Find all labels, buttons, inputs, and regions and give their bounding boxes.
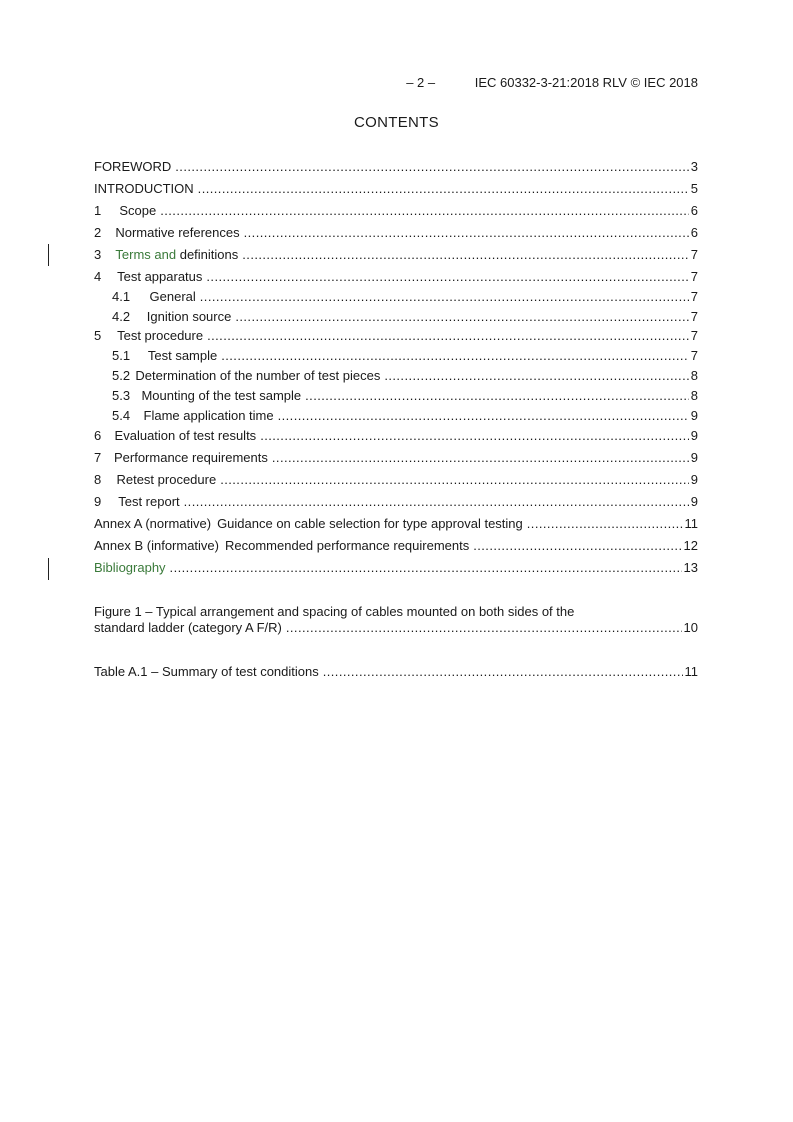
toc-entry-test-apparatus[interactable] xyxy=(94,267,698,286)
toc-number: 7 xyxy=(94,450,102,465)
toc-entry-scope[interactable] xyxy=(94,201,698,220)
page-header xyxy=(406,75,698,90)
figure-1-caption-line2: standard ladder (category A F/R) xyxy=(94,620,282,635)
toc-leader xyxy=(242,245,689,264)
toc-entry-general[interactable] xyxy=(94,287,698,306)
toc-label: Flame application time xyxy=(143,408,274,423)
toc-label: Performance requirements xyxy=(113,450,268,465)
toc-label: Test sample xyxy=(147,348,218,363)
toc-page: 3 xyxy=(690,159,698,174)
toc-entry-test-procedure[interactable] xyxy=(94,326,698,345)
toc-entry-performance-requirements[interactable] xyxy=(94,448,698,467)
toc-page: 7 xyxy=(690,289,698,304)
toc-page: 11 xyxy=(684,516,698,531)
toc-entry-terms-definitions[interactable] xyxy=(94,245,698,264)
toc-leader xyxy=(235,307,688,326)
toc-leader xyxy=(305,386,689,405)
toc-leader xyxy=(206,267,688,286)
change-bar-bibliography xyxy=(48,558,49,580)
toc-number: 8 xyxy=(94,472,102,487)
toc-entry-normative-references[interactable] xyxy=(94,223,698,242)
toc-leader xyxy=(200,287,689,306)
toc-number: 5.4 xyxy=(112,408,131,423)
toc-leader xyxy=(170,558,682,577)
toc-label: Mounting of the test sample xyxy=(141,388,302,403)
toc-leader xyxy=(244,223,689,242)
annex-id: Annex B (informative) xyxy=(94,538,219,553)
toc-number: 2 xyxy=(94,225,102,240)
toc-leader xyxy=(175,157,688,176)
toc-label: Evaluation of test results xyxy=(114,428,257,443)
toc-entry-number-of-test-pieces[interactable] xyxy=(94,366,698,385)
toc-leader xyxy=(160,201,689,220)
toc-label: Bibliography xyxy=(94,560,166,575)
toc-number: 3 xyxy=(94,247,102,262)
toc-label: Scope xyxy=(119,203,157,218)
change-bar-terms xyxy=(48,244,49,266)
page-title: CONTENTS xyxy=(354,114,439,131)
toc-label xyxy=(94,514,523,533)
toc-entry-mounting-test-sample[interactable] xyxy=(94,386,698,405)
toc-label: Normative references xyxy=(115,225,240,240)
annex-title: Guidance on cable selection for type approval testing xyxy=(217,516,523,531)
table-of-contents xyxy=(94,157,698,577)
toc-label xyxy=(94,536,469,555)
toc-leader xyxy=(198,179,689,198)
toc-label-text: definitions xyxy=(176,247,239,262)
toc-number: 4.2 xyxy=(112,309,131,324)
toc-label: FOREWORD xyxy=(94,159,172,174)
toc-page: 9 xyxy=(690,472,698,487)
document-id: IEC 60332-3-21:2018 RLV © IEC 2018 xyxy=(474,75,698,90)
toc-entry-foreword[interactable] xyxy=(94,157,698,176)
toc-entry-ignition-source[interactable] xyxy=(94,307,698,326)
page-number: – 2 – xyxy=(406,75,436,90)
toc-page: 9 xyxy=(690,408,698,423)
toc-label: Retest procedure xyxy=(116,472,217,487)
toc-leader xyxy=(278,406,689,425)
toc-label xyxy=(115,245,238,264)
toc-label: INTRODUCTION xyxy=(94,181,194,196)
toc-label: Test report xyxy=(118,494,180,509)
toc-page: 9 xyxy=(690,494,698,509)
toc-entry-evaluation[interactable] xyxy=(94,426,698,445)
toc-leader xyxy=(221,346,689,365)
toc-leader xyxy=(323,662,683,681)
toc-entry-flame-application-time[interactable] xyxy=(94,406,698,425)
toc-page: 9 xyxy=(690,450,698,465)
toc-page: 8 xyxy=(690,368,698,383)
toc-page: 5 xyxy=(690,181,698,196)
toc-number: 1 xyxy=(94,203,102,218)
toc-entry-table-a1[interactable] xyxy=(94,662,698,681)
annex-id: Annex A (normative) xyxy=(94,516,212,531)
toc-number: 5.3 xyxy=(112,388,131,403)
toc-label-changed-text: Terms and xyxy=(115,247,177,262)
toc-entry-introduction[interactable] xyxy=(94,179,698,198)
toc-leader xyxy=(384,366,688,385)
toc-label: Determination of the number of test pieces xyxy=(135,368,381,383)
toc-page: 11 xyxy=(684,664,698,679)
toc-entry-figure-1[interactable] xyxy=(94,620,698,636)
toc-page: 10 xyxy=(683,620,698,635)
annex-title: Recommended performance requirements xyxy=(225,538,470,553)
toc-entry-retest-procedure[interactable] xyxy=(94,470,698,489)
toc-leader xyxy=(527,514,683,533)
toc-page: 7 xyxy=(690,348,698,363)
toc-leader xyxy=(473,536,681,555)
toc-label: Ignition source xyxy=(146,309,232,324)
toc-entry-annex-b[interactable] xyxy=(94,536,698,555)
toc-number: 5.1 xyxy=(112,348,131,363)
toc-number: 4 xyxy=(94,269,102,284)
toc-leader xyxy=(260,426,689,445)
toc-page: 12 xyxy=(683,538,698,553)
toc-label: General xyxy=(149,289,196,304)
toc-number: 4.1 xyxy=(112,289,131,304)
toc-page: 7 xyxy=(690,309,698,324)
toc-page: 6 xyxy=(690,225,698,240)
toc-number: 5.2 xyxy=(112,368,131,383)
toc-page: 9 xyxy=(690,428,698,443)
toc-entry-test-sample[interactable] xyxy=(94,346,698,365)
toc-entry-annex-a[interactable] xyxy=(94,514,698,533)
toc-page: 8 xyxy=(690,388,698,403)
toc-entry-test-report[interactable] xyxy=(94,492,698,511)
toc-entry-bibliography[interactable] xyxy=(94,558,698,577)
figure-1-caption-line1: Figure 1 – Typical arrangement and spacing of cables mounted on both sides of the xyxy=(94,604,575,619)
toc-leader xyxy=(272,448,689,467)
toc-page: 7 xyxy=(690,247,698,262)
toc-leader xyxy=(207,326,689,345)
toc-page: 6 xyxy=(690,203,698,218)
table-a1-caption: Table A.1 – Summary of test conditions xyxy=(94,664,319,679)
toc-number: 5 xyxy=(94,328,102,343)
toc-leader xyxy=(286,620,682,636)
toc-page: 7 xyxy=(690,269,698,284)
toc-number: 9 xyxy=(94,494,102,509)
list-of-figures xyxy=(94,604,698,636)
toc-label: Test apparatus xyxy=(117,269,203,284)
toc-page: 7 xyxy=(690,328,698,343)
list-of-tables xyxy=(94,662,698,681)
toc-label: Test procedure xyxy=(117,328,204,343)
toc-number: 6 xyxy=(94,428,102,443)
toc-leader xyxy=(184,492,689,511)
toc-page: 13 xyxy=(683,560,698,575)
toc-leader xyxy=(220,470,689,489)
